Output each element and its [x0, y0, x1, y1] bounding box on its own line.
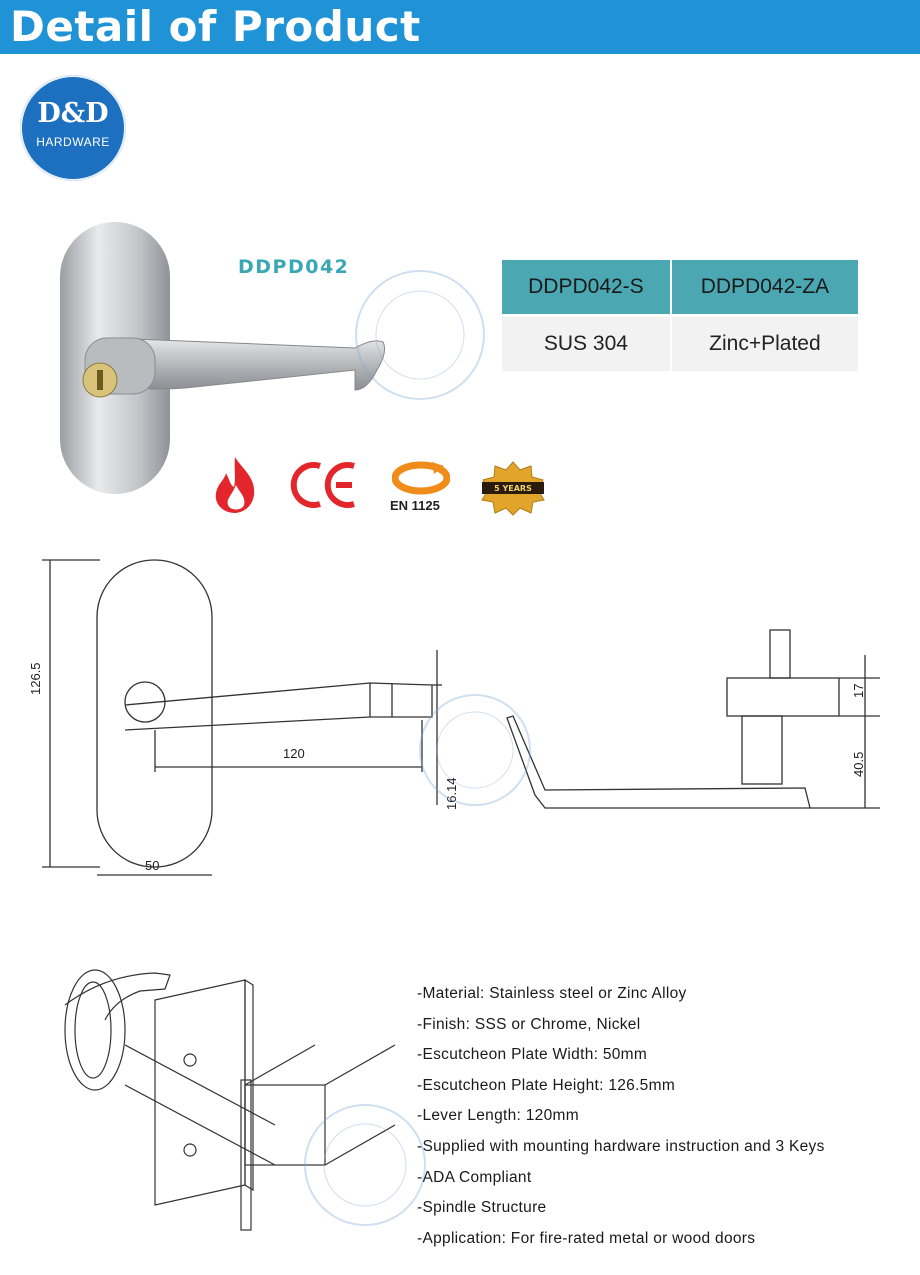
warranty-badge-icon — [478, 460, 548, 516]
watermark-seal — [415, 690, 535, 810]
lever-thickness-dimension: 16.14 — [444, 777, 459, 810]
spec-table — [500, 260, 860, 371]
feature-lever-length: -Lever Length: 120mm — [417, 1107, 579, 1125]
ce-mark-icon — [290, 460, 360, 510]
svg-text:5 YEARS: 5 YEARS — [494, 484, 532, 493]
feature-application: -Application: For fire-rated metal or wood doors — [417, 1229, 756, 1247]
front-view-drawing — [40, 550, 460, 890]
feature-list — [417, 985, 825, 1260]
spec-header-s: DDPD042-S — [502, 260, 670, 314]
feature-material: -Material: Stainless steel or Zinc Alloy — [417, 985, 687, 1002]
feature-ada: -ADA Compliant — [417, 1168, 532, 1186]
feature-finish: -Finish: SSS or Chrome, Nickel — [417, 1015, 641, 1033]
lever-length-dimension: 120 — [283, 746, 305, 761]
page-title: Detail of Product — [10, 2, 421, 51]
spec-header-za: DDPD042-ZA — [672, 260, 858, 314]
feature-plate-height: -Escutcheon Plate Height: 126.5mm — [417, 1076, 676, 1094]
watermark-seal — [350, 265, 490, 405]
feature-mounting-hardware: -Supplied with mounting hardware instruction and 3 Keys — [417, 1137, 825, 1155]
logo-sub-text: HARDWARE — [36, 135, 110, 149]
header-bar — [0, 0, 920, 54]
model-label: DDPD042 — [238, 256, 350, 278]
height-dimension: 126.5 — [28, 662, 43, 695]
feature-spindle: -Spindle Structure — [417, 1199, 547, 1217]
brand-logo — [20, 75, 126, 181]
spec-value-s: SUS 304 — [502, 314, 670, 371]
rose-height-dimension: 17 — [851, 683, 866, 698]
projection-dimension: 40.5 — [851, 751, 866, 777]
width-dimension: 50 — [145, 858, 160, 873]
spec-value-za: Zinc+Plated — [672, 314, 858, 371]
side-view-drawing — [505, 620, 890, 820]
feature-plate-width: -Escutcheon Plate Width: 50mm — [417, 1046, 648, 1064]
fire-icon — [210, 455, 260, 515]
watermark-seal — [300, 1100, 430, 1230]
en1125-label: EN 1125 — [390, 498, 440, 513]
logo-main-text: D&D — [37, 98, 109, 129]
en1125-rotation-icon — [392, 458, 450, 498]
